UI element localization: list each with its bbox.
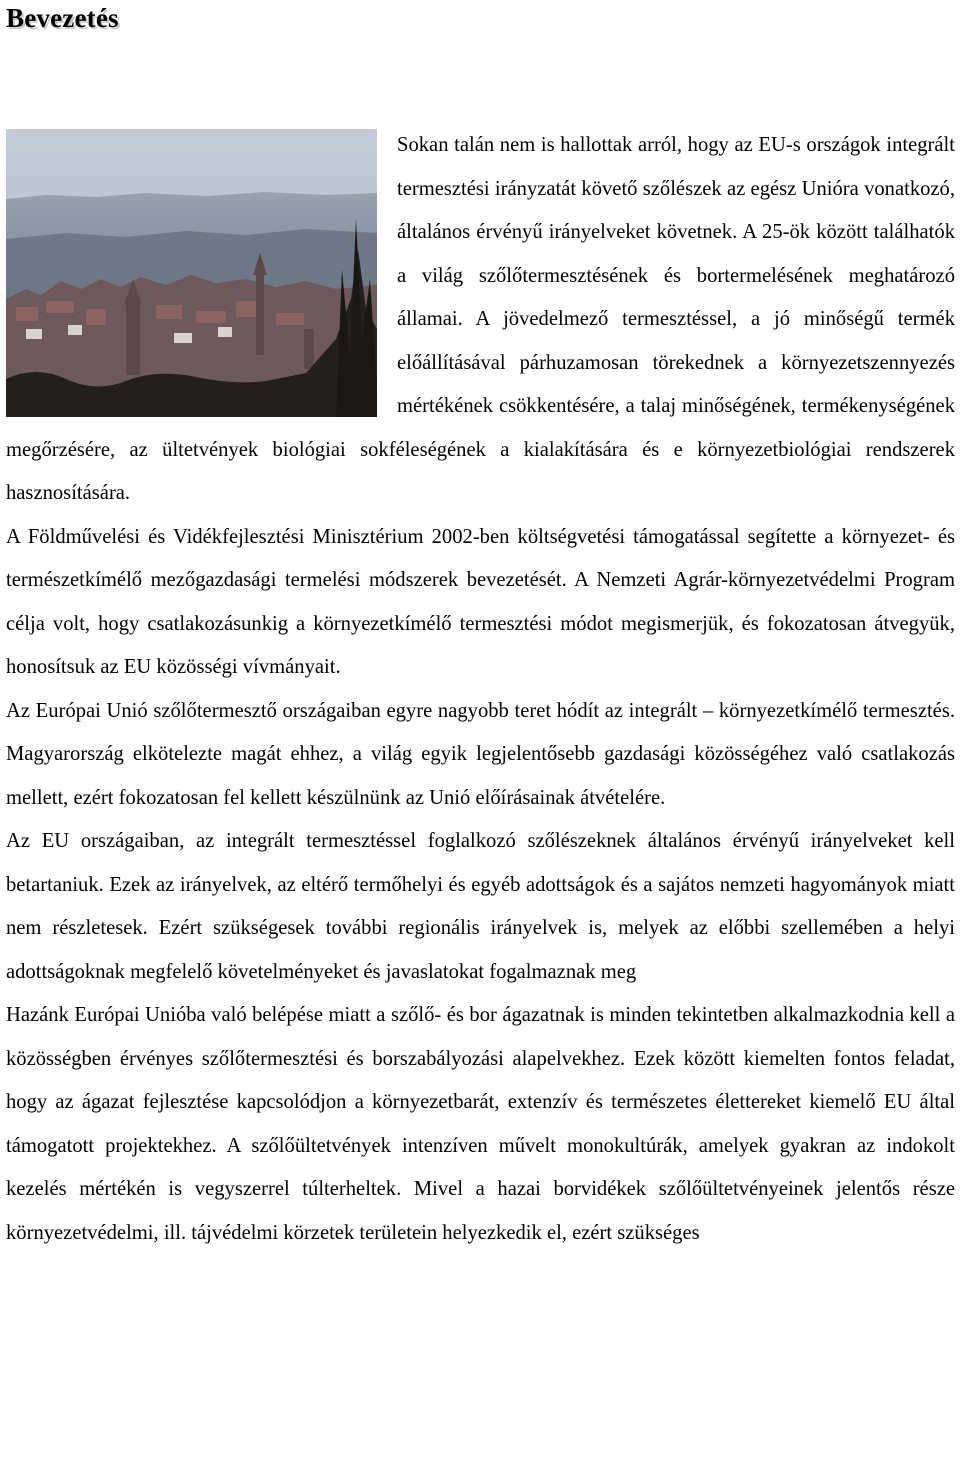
paragraph-3: Az Európai Unió szőlőtermesztő országaiban egyre nagyobb teret hódít az integrált – környezetkímélő termesztés. Magyarország elkötelezte magát ehhez, a világ egyik legjelentősebb gazdasági közösségéhez való csatlakozás mellett, ezért fokozatosan fel kellett készülnünk az Unió előírásainak átvételére. xyxy=(6,699,955,809)
landscape-image xyxy=(6,129,377,417)
page-title: Bevezetés xyxy=(6,3,119,33)
city-landscape-photo xyxy=(6,129,377,417)
document-body xyxy=(6,124,955,1255)
paragraph-1: Sokan talán nem is hallottak arról, hogy az EU-s országok integrált termesztési irányzatát követő szőlészek az egész Unióra vonatkozó, általános érvényű irányelveket követnek. A 25-ök között találhatók a világ szőlőtermesztésének és bortermelésének meghatározó államai. A jövedelmező termesztéssel, a jó minőségű termék előállításával párhuzamosan törekednek a környezetszennyezés mértékének csökkentésére, a talaj minőségének, termékenységének megőrzésére, az ültetvények biológiai sokféleségének a kialakítására és e környezetbiológiai rendszerek hasznosítására. xyxy=(6,134,955,504)
paragraph-5: Hazánk Európai Unióba való belépése miatt a szőlő- és bor ágazatnak is minden tekintetben alkalmazkodnia kell a közösségben érvényes szőlőtermesztési és borszabályozási alapelvekhez. Ezek között kiemelten fontos feladat, hogy az ágazat fejlesztése kapcsolódjon a környezetbarát, extenzív és természetes élettereket kiemelő EU által támogatott projektekhez. A szőlőültetvények intenzíven művelt monokultúrák, amelyek gyakran az indokolt kezelés mértékén is vegyszerrel túlterheltek. Mivel a hazai borvidékek szőlőültetvényeinek jelentős része környezetvédelmi, ill. tájvédelmi körzetek területein helyezkedik el, ezért szükséges xyxy=(6,1004,955,1244)
paragraph-2: A Földművelési és Vidékfejlesztési Minisztérium 2002-ben költségvetési támogatással segítette a környezet- és természetkímélő mezőgazdasági termelési módszerek bevezetését. A Nemzeti Agrár-környezetvédelmi Program célja volt, hogy csatlakozásunkig a környezetkímélő termesztési módot megismerjük, és fokozatosan átvegyük, honosítsuk az EU közösségi vívmányait. xyxy=(6,525,955,678)
paragraph-4: Az EU országaiban, az integrált termesztéssel foglalkozó szőlészeknek általános érvényű irányelveket kell betartaniuk. Ezek az irányelvek, az eltérő termőhelyi és egyéb adottságok és a sajátos nemzeti hagyományok miatt nem részletesek. Ezért szükségesek további regionális irányelvek is, melyek az előbbi szellemében a helyi adottságoknak megfelelő követelményeket és javaslatokat fogalmaznak meg xyxy=(6,830,955,983)
